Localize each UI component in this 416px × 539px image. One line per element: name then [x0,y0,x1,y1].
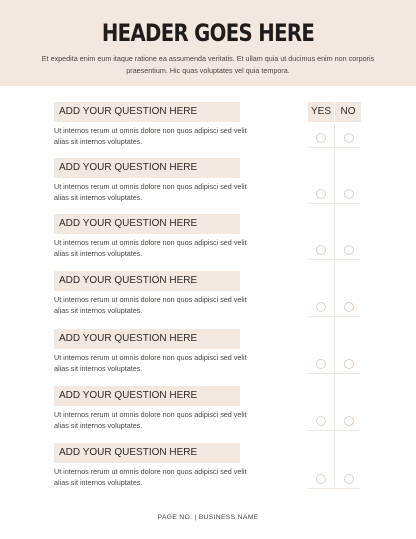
question-title: ADD YOUR QUESTION HERE [54,271,240,291]
intro-text: Et expedita enim eum itaque ratione ea assumenda veritatis. Et ullam quia ut ducimus enim non corporis praesentium. Hic quas voluptates vel quia tempora. [41,54,375,75]
answer-rule [308,147,360,148]
no-checkbox[interactable] [344,189,354,199]
page-title: HEADER GOES HERE [101,19,315,47]
question-description: Ut internos rerum ut omnis dolore non quos adipisci sed velit alias sit internos voluptates. [54,295,247,315]
question-description: Ut internos rerum ut omnis dolore non quos adipisci sed velit alias sit internos voluptates. [54,126,247,146]
yes-checkbox[interactable] [316,302,326,312]
column-divider [334,123,335,487]
question-title: ADD YOUR QUESTION HERE [54,443,240,463]
footer: PAGE NO. | BUSINESS NAME [157,514,259,521]
question-title: ADD YOUR QUESTION HERE [54,386,240,406]
no-checkbox[interactable] [344,359,354,369]
no-column-header: NO [335,102,361,122]
question-description: Ut internos rerum ut omnis dolore non quos adipisci sed velit alias sit internos voluptates. [54,353,247,373]
answer-rule [308,373,360,374]
answer-rule [308,430,360,431]
question-description: Ut internos rerum ut omnis dolore non quos adipisci sed velit alias sit internos voluptates. [54,467,247,487]
question-title: ADD YOUR QUESTION HERE [54,214,240,234]
answer-rule [308,203,360,204]
yes-checkbox[interactable] [316,474,326,484]
no-checkbox[interactable] [344,416,354,426]
no-checkbox[interactable] [344,245,354,255]
yes-checkbox[interactable] [316,245,326,255]
answer-rule [308,488,360,489]
answer-rule [308,316,360,317]
question-title: ADD YOUR QUESTION HERE [54,329,240,349]
no-checkbox[interactable] [344,474,354,484]
yes-checkbox[interactable] [316,416,326,426]
yes-checkbox[interactable] [316,133,326,143]
yes-checkbox[interactable] [316,359,326,369]
answer-rule [308,259,360,260]
no-checkbox[interactable] [344,302,354,312]
question-title: ADD YOUR QUESTION HERE [54,102,240,122]
no-checkbox[interactable] [344,133,354,143]
yes-checkbox[interactable] [316,189,326,199]
yes-column-header: YES [308,102,334,122]
question-description: Ut internos rerum ut omnis dolore non quos adipisci sed velit alias sit internos voluptates. [54,238,247,258]
question-description: Ut internos rerum ut omnis dolore non quos adipisci sed velit alias sit internos voluptates. [54,410,247,430]
question-description: Ut internos rerum ut omnis dolore non quos adipisci sed velit alias sit internos voluptates. [54,182,247,202]
question-title: ADD YOUR QUESTION HERE [54,158,240,178]
